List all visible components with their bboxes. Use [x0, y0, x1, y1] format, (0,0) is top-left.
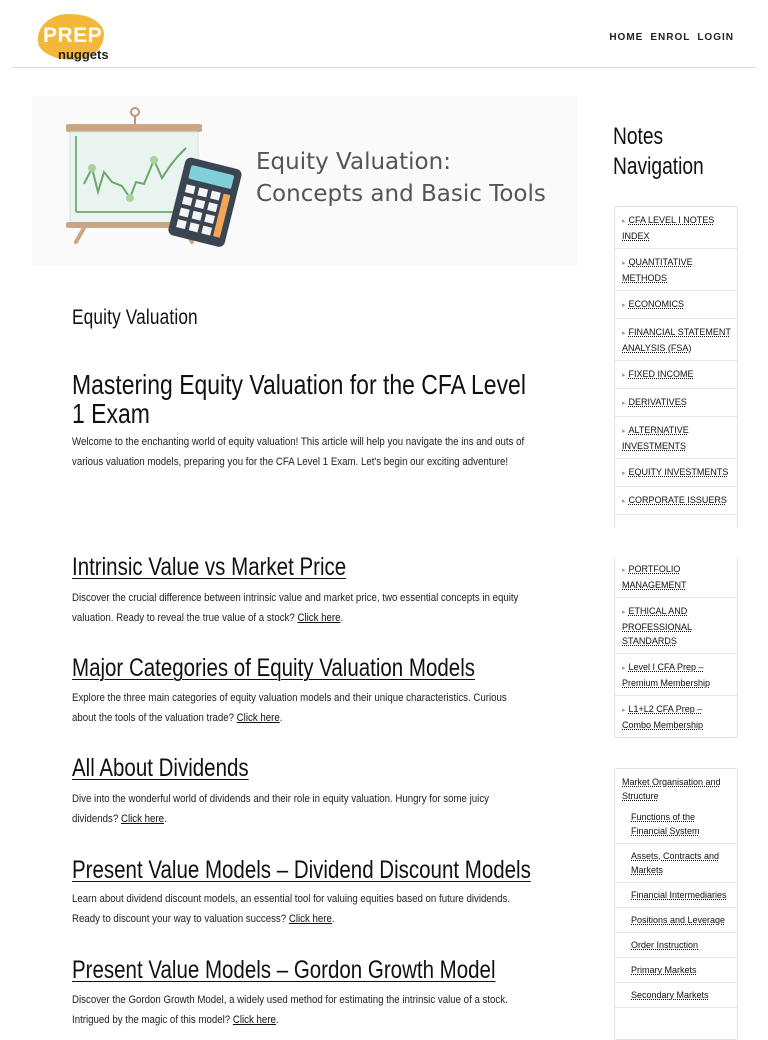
sidebar-item-label: DERIVATIVES	[628, 397, 687, 407]
sidebar-item-label: PORTFOLIO MANAGEMENT	[622, 564, 687, 590]
subitem-intermediaries[interactable]	[615, 883, 737, 908]
caret-right-icon: ▸	[622, 609, 626, 616]
sidebar-item-derivatives[interactable]	[615, 389, 737, 417]
subitem-label: Functions of the Financial System	[631, 812, 700, 836]
subitem-label: Assets, Contracts and Markets	[631, 851, 720, 875]
subitem-label: Financial Intermediaries	[631, 890, 727, 900]
caret-right-icon: ▸	[622, 372, 626, 379]
subitem-primary[interactable]	[615, 958, 737, 983]
section-text: Discover the crucial difference between intrinsic value and market price, two essential concepts in equity valuation. Ready to reveal the true value of a stock?	[72, 592, 519, 624]
caret-right-icon: ▸	[622, 567, 626, 574]
subitem-label: Primary Markets	[631, 965, 697, 975]
logo-sub-text: nuggets	[58, 47, 109, 62]
sidebar-item-premium[interactable]	[615, 654, 737, 696]
sidebar-item-label: ECONOMICS	[628, 299, 685, 309]
caret-right-icon: ▸	[622, 400, 626, 407]
section-title-dividends[interactable]: All About Dividends	[72, 754, 249, 782]
notes-nav-box-continued	[614, 556, 738, 738]
click-here-link[interactable]: Click here	[288, 913, 332, 925]
sidebar-item-label: FIXED INCOME	[628, 369, 694, 379]
subitem-positions[interactable]	[615, 908, 737, 933]
sidebar-item-corporate[interactable]	[615, 487, 737, 515]
click-here-link[interactable]: Click here	[120, 813, 165, 825]
subitem-order[interactable]	[615, 933, 737, 958]
caret-right-icon: ▸	[622, 428, 626, 435]
header-divider	[12, 67, 756, 68]
section-title-valuation-models[interactable]: Major Categories of Equity Valuation Models	[72, 654, 476, 682]
caret-right-icon: ▸	[622, 330, 626, 337]
sidebar-item-label: EQUITY INVESTMENTS	[628, 467, 729, 477]
sidebar-item-ethics[interactable]	[615, 598, 737, 654]
caret-right-icon: ▸	[622, 470, 626, 477]
sidebar-title	[613, 122, 704, 182]
section-text-gordon-growth: Discover the Gordon Growth Model, a widely used method for estimating the intrinsic value of a stock. Intrigued by the magic of this model? Click here.	[72, 994, 508, 1026]
section-title-ddm[interactable]: Present Value Models – Dividend Discount Models	[72, 856, 531, 884]
nav-home[interactable]: HOME	[609, 32, 644, 43]
sidebar-item-label: L1+L2 CFA Prep – Combo Membership	[622, 704, 704, 730]
section-title-intrinsic-value[interactable]: Intrinsic Value vs Market Price	[72, 553, 347, 581]
banner-title-line1: Equity Valuation:	[256, 149, 451, 175]
section-text: Explore the three main categories of equity valuation models and their unique characteristics. Curious about the tools of the valuation trade?	[72, 692, 507, 724]
caret-right-icon: ▸	[622, 498, 626, 505]
nav-enrol[interactable]: ENROL	[650, 32, 691, 43]
sidebar-item-label: Level I CFA Prep – Premium Membership	[622, 662, 711, 688]
sidebar-item-label: Market Organisation and Structure	[622, 777, 721, 801]
sidebar-item-equity[interactable]	[615, 459, 737, 487]
sidebar-item-quant[interactable]	[615, 249, 737, 291]
caret-right-icon: ▸	[622, 665, 626, 672]
sidebar-item-label: CORPORATE ISSUERS	[628, 495, 727, 505]
page-title: Equity Valuation	[72, 306, 198, 329]
logo-main-text: PREP	[43, 24, 103, 47]
sidebar-item-fixed-income[interactable]	[615, 361, 737, 389]
caret-right-icon: ▸	[622, 707, 626, 714]
sidebar-item-label: ETHICAL AND PROFESSIONAL STANDARDS	[622, 606, 693, 646]
subitem-label: Secondary Markets	[631, 990, 709, 1000]
sidebar-item-index[interactable]	[615, 207, 737, 249]
notes-nav-box	[614, 206, 738, 529]
click-here-link[interactable]: Click here	[297, 612, 341, 624]
caret-right-icon: ▸	[622, 218, 626, 225]
sidebar-item-portfolio[interactable]	[615, 556, 737, 598]
sidebar-item-combo[interactable]	[615, 696, 737, 737]
click-here-link[interactable]: Click here	[232, 1014, 276, 1026]
market-structure-heading[interactable]	[615, 769, 737, 805]
subitem-assets[interactable]	[615, 844, 737, 883]
section-text-valuation-models: Explore the three main categories of equity valuation models and their unique characteristics. Curious about the tools of the valuation trade? Click here.	[72, 692, 507, 724]
section-text-ddm: Learn about dividend discount models, an essential tool for valuing equities based on future dividends. Ready to discount your way to valuation success? Click here.	[72, 893, 511, 925]
hero-banner	[32, 96, 578, 266]
sidebar-item-alternative[interactable]	[615, 417, 737, 459]
subitem-label: Order Instruction	[631, 940, 699, 950]
caret-right-icon: ▸	[622, 302, 626, 309]
prep-nuggets-logo[interactable]	[36, 14, 110, 64]
nav-login[interactable]: LOGIN	[697, 32, 734, 43]
intro-paragraph: Welcome to the enchanting world of equity valuation! This article will help you navigate the ins and outs of various valuation models, preparing you for the CFA Level 1 Exam. Let's begin our exciting adventure!	[72, 436, 525, 468]
section-text-dividends: Dive into the wonderful world of dividends and their role in equity valuation. Hungry for some juicy dividends? Click here.	[72, 793, 489, 825]
sidebar-item-label: ALTERNATIVE INVESTMENTS	[622, 425, 689, 451]
sidebar-title-line2: Navigation	[613, 153, 704, 180]
subitem-functions[interactable]	[615, 805, 737, 844]
sidebar-item-fsa[interactable]	[615, 319, 737, 361]
banner-title	[256, 146, 546, 210]
sidebar-item-label: FINANCIAL STATEMENT ANALYSIS (FSA)	[622, 327, 731, 353]
section-title-gordon-growth[interactable]: Present Value Models – Gordon Growth Model	[72, 956, 496, 984]
subitem-label: Positions and Leverage	[631, 915, 726, 925]
section-text: Discover the Gordon Growth Model, a widely used method for estimating the intrinsic value of a stock. Intrigued by the magic of this model?	[72, 994, 508, 1026]
click-here-link[interactable]: Click here	[236, 712, 280, 724]
article-main-heading: Mastering Equity Valuation for the CFA Level 1 Exam	[72, 369, 526, 429]
sidebar-item-label: QUANTITATIVE METHODS	[622, 257, 693, 283]
main-nav	[609, 32, 734, 43]
section-text-intrinsic-value: Discover the crucial difference between intrinsic value and market price, two essential concepts in equity valuation. Ready to reveal the true value of a stock? Click here.	[72, 592, 519, 624]
sidebar-item-label: CFA LEVEL I NOTES INDEX	[622, 215, 715, 241]
section-text: Learn about dividend discount models, an essential tool for valuing equities based on future dividends. Ready to discount your way to valuation success?	[72, 893, 511, 925]
site-header	[0, 0, 768, 68]
banner-title-line2: Concepts and Basic Tools	[256, 181, 546, 207]
market-structure-nav	[614, 768, 738, 1040]
sidebar-item-economics[interactable]	[615, 291, 737, 319]
caret-right-icon: ▸	[622, 260, 626, 267]
subitem-secondary[interactable]	[615, 983, 737, 1008]
section-text: Dive into the wonderful world of dividends and their role in equity valuation. Hungry for some juicy dividends?	[72, 793, 489, 825]
sidebar-title-line1: Notes	[613, 123, 664, 150]
